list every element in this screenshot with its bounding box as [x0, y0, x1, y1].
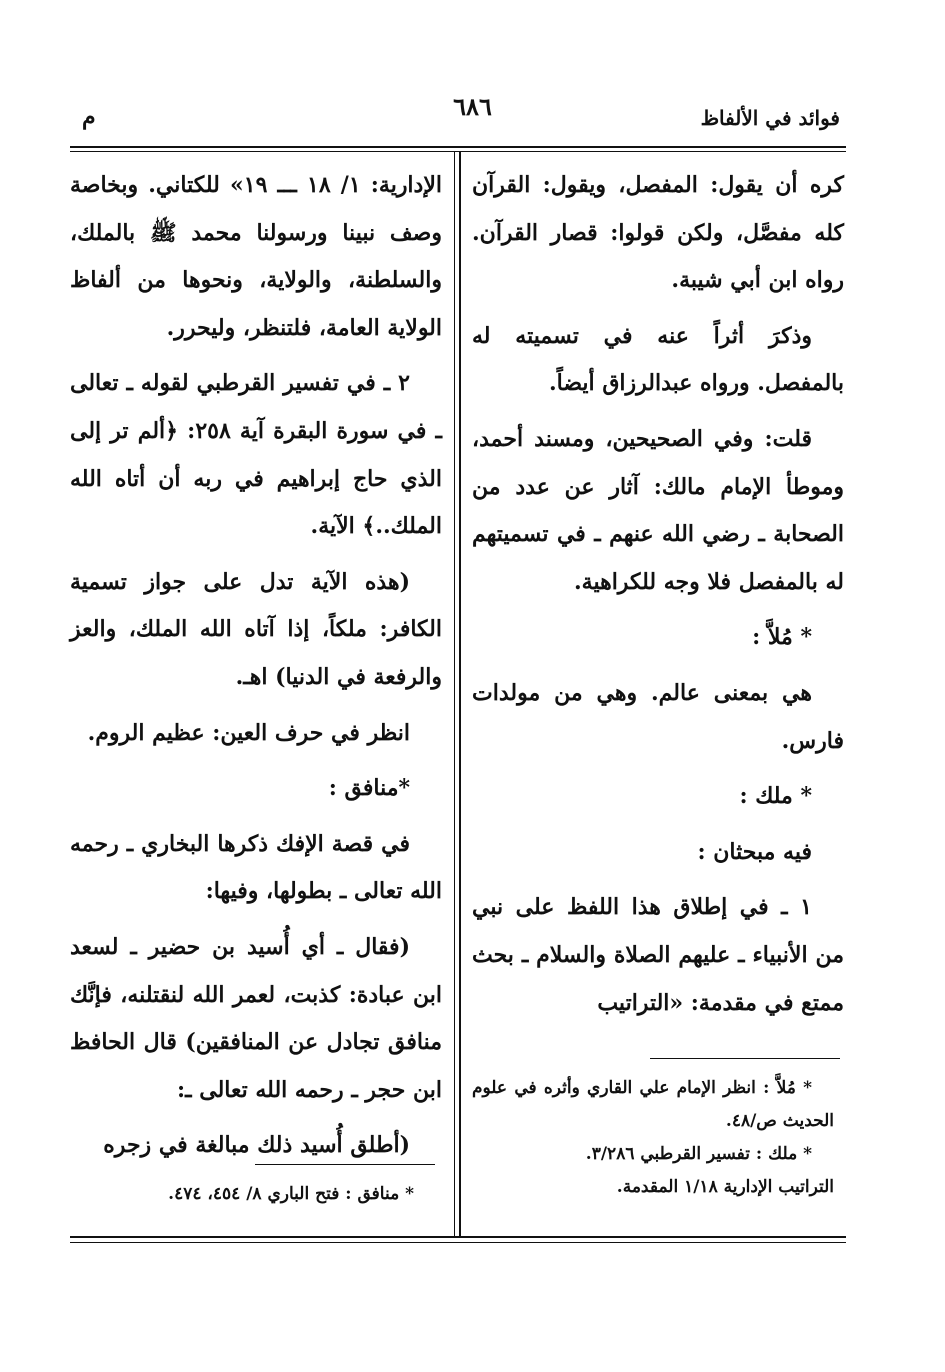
header-rule-top	[70, 146, 846, 148]
paragraph: هي بمعنى عالم. وهي من مولدات فارس.	[472, 679, 844, 754]
paragraph: قلت: وفي الصحيحين، ومسند أحمد، وموطأ الإمام مالك: آثار عن عدد من الصحابة ـ رضي الله عنهم ـ في تسميتهم له بالمفصل فلا وجه للكراهية.	[472, 425, 844, 595]
footnote: * ملك : تفسير القرطبي ٣/٢٨٦.	[585, 1144, 812, 1164]
right-footnotes	[472, 1072, 834, 1204]
footer-rule-bottom	[70, 1242, 846, 1243]
page-number: ٦٨٦	[453, 92, 492, 121]
paragraph: (فقال ـ أي أُسيد بن حضير ـ لسعد ابن عبادة: كذبت، لعمر الله لنقتلنه، فإنَّك منافق تجادل عن المنافقين) قال الحافظ ابن حجر ـ رحمه الله تعالى ـ:	[70, 933, 442, 1103]
paragraph: ١ ـ في إطلاق هذا اللفظ على نبي من الأنبياء ـ عليهم الصلاة والسلام ـ بحث ممتع في مقدمة: «التراتيب	[472, 894, 844, 1016]
paragraph: (أطلق أُسيد ذلك مبالغة في زجره	[103, 1132, 410, 1159]
footnote: التراتيب الإدارية ١/١٨ المقدمة.	[616, 1177, 834, 1197]
footer-rule-top	[70, 1236, 846, 1238]
paragraph: (هذه الآية تدل على جواز تسمية الكافر: ملكاً، إذا آتاه الله الملك، والعز والرفعة في الدنيا) اهـ.	[70, 568, 442, 690]
header-rule-bottom	[70, 151, 846, 152]
left-footnotes	[80, 1178, 436, 1211]
right-column	[472, 162, 844, 1035]
left-column	[70, 162, 442, 1178]
column-divider-right	[459, 151, 461, 1236]
paragraph: ٢ ـ في تفسير القرطبي لقوله ـ تعالى ـ في سورة البقرة آية ٢٥٨: ﴿ألم تر إلى الذي حاج إبراهيم في ربه أن أتاه الله الملك..﴾ الآية.	[70, 370, 442, 540]
entry-heading: * ملك :	[739, 783, 812, 810]
footnote: * منافق : فتح الباري ٨/ ٤٥٤، ٤٧٤.	[168, 1184, 414, 1204]
entry-heading: *منافق :	[328, 775, 410, 802]
paragraph: فيه مبحثان :	[697, 838, 812, 865]
paragraph: في قصة الإفك ذكرها البخاري ـ رحمه الله تعالى ـ بطولها، وفيها:	[70, 830, 442, 905]
running-header-title: فوائد في الألفاظ	[700, 106, 840, 130]
column-divider-left	[454, 151, 455, 1236]
paragraph: وذكرَ أثراً عنه في تسميته له بالمفصل. ورواه عبدالرزاق أيضاً.	[472, 322, 844, 397]
paragraph: الإدارية: ١/ ١٨ ـــ ١٩» للكتاني. وبخاصة وصف نبينا ورسولنا محمد ﷺ بالملك، والسلطنة، والولاية، ونحوها من ألفاظ الولاية العامة، فلتنظر، وليحرر.	[70, 172, 443, 341]
entry-heading: * مُلاَّ :	[752, 624, 812, 651]
paragraph: كره أن يقول: المفصل، ويقول: القرآن كله مفصَّل، ولكن قولوا: قصار القرآن. رواه ابن أبي شيبة.	[472, 172, 844, 294]
footnote: * مُلاَّ : انظر الإمام علي القاري وأثره في علوم الحديث ص/٤٨.	[472, 1078, 834, 1131]
footnote-separator-right	[650, 1058, 840, 1059]
header-letter: م	[82, 104, 96, 130]
paragraph: انظر في حرف العين: عظيم الروم.	[87, 719, 410, 746]
